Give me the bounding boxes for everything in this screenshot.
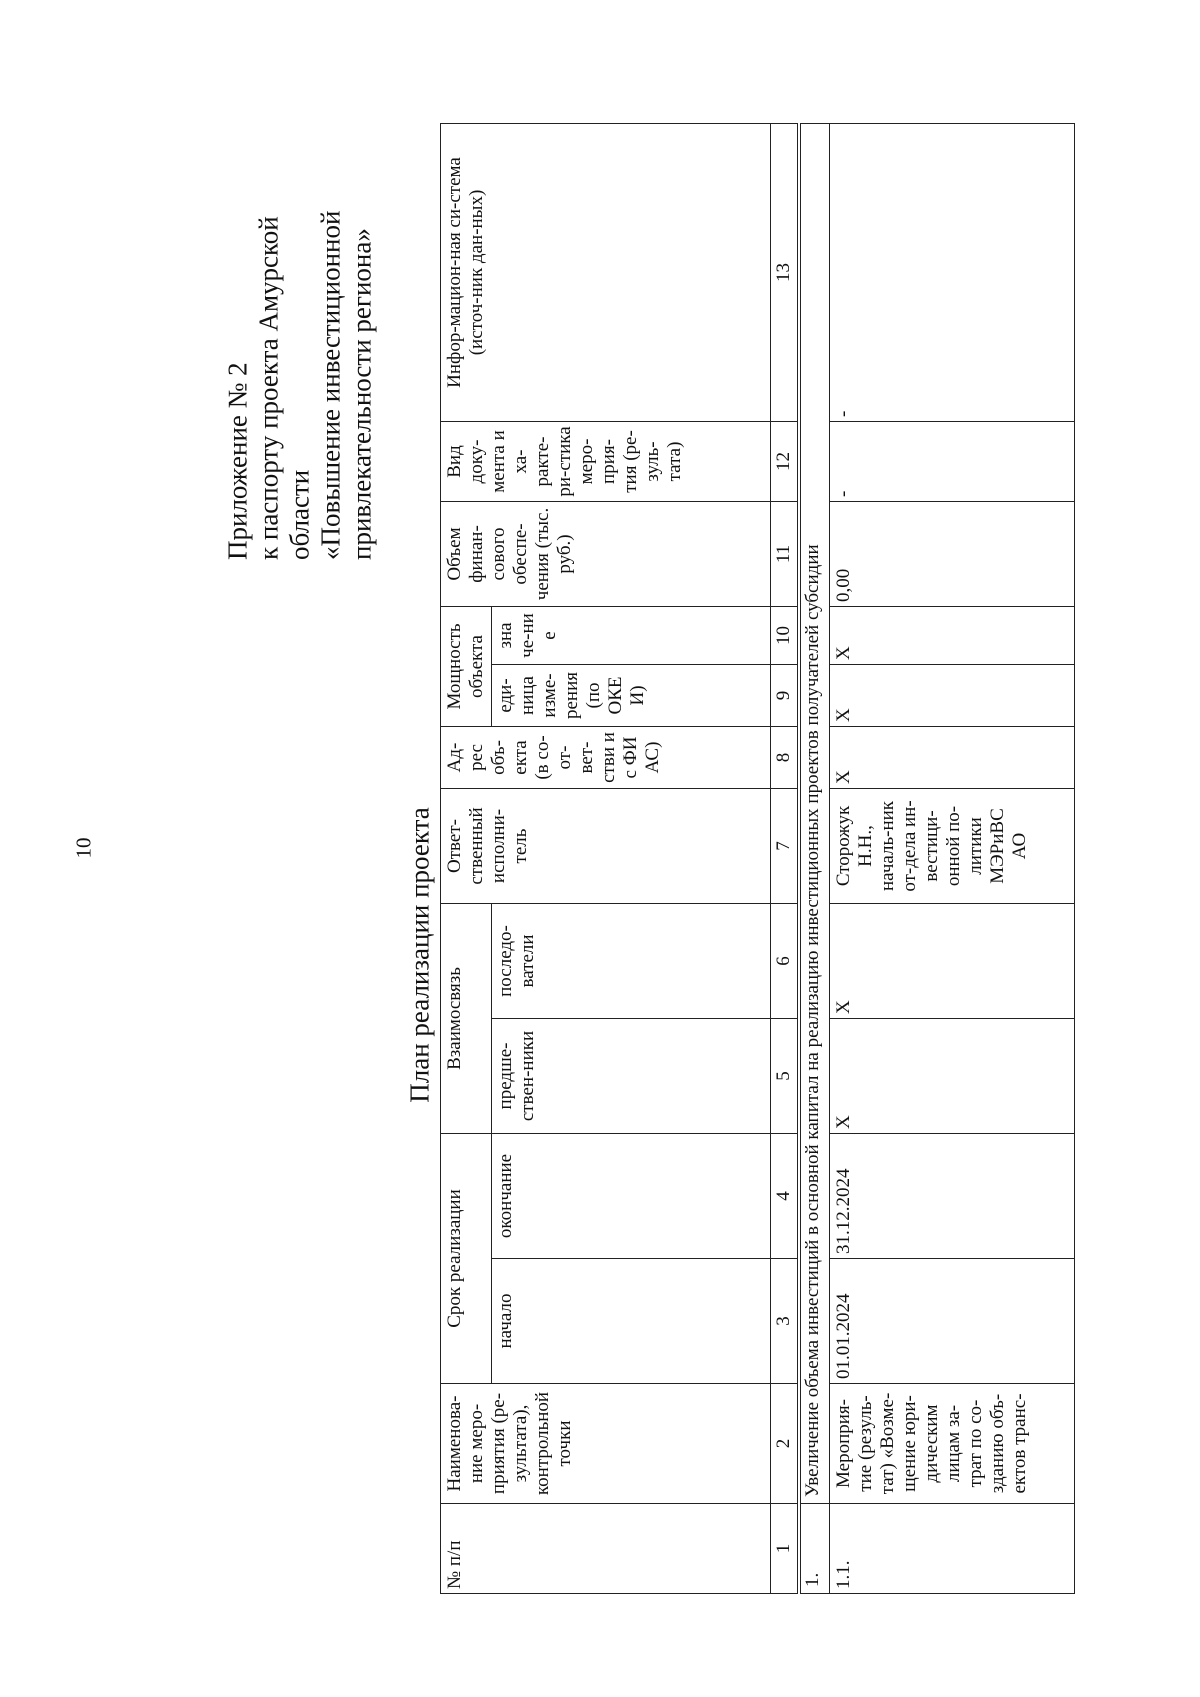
appendix-line: области [284, 469, 315, 560]
section-title: Увеличение объема инвестиций в основной капитал на реализацию инвестиционных проектов получателей субсидии [799, 123, 830, 1503]
row-responsible: Сторожук Н.Н., началь-ник от-дела ин-вестици-онной по-литики МЭРиВС АО [830, 788, 1075, 903]
header-cell-mosh: Мощность объекта [441, 606, 492, 726]
row-document: - [830, 421, 1075, 501]
header-cell-posl: последо-ватели [492, 903, 771, 1018]
row-successors: X [830, 903, 1075, 1018]
header-cell-pred: предше-ствен-ники [492, 1018, 771, 1133]
page-number: 10 [71, 837, 96, 859]
header-row [441, 123, 492, 1593]
plan-table-wrapper [440, 124, 1125, 1594]
plan-table [440, 123, 1075, 1594]
column-number: 5 [771, 1018, 800, 1133]
header-cell-addr: Ад-рес объ-екта (в со-от-вет-стви и с ФИ АС) [441, 726, 771, 788]
header-cell-vzaimo: Взаимосвязь [441, 903, 492, 1133]
header-cell-start: начало [492, 1259, 771, 1384]
section-number: 1. [799, 1504, 830, 1594]
row-number: 1.1. [830, 1504, 1075, 1594]
column-number: 10 [771, 606, 800, 664]
row-value: X [830, 606, 1075, 664]
column-number: 4 [771, 1133, 800, 1258]
row-unit: X [830, 664, 1075, 726]
appendix-line: «Повышение инвестиционной [315, 210, 346, 560]
column-number: 8 [771, 726, 800, 788]
row-info-system: - [830, 123, 1075, 421]
plan-title: План реализации проекта [404, 807, 435, 1103]
column-number: 7 [771, 788, 800, 903]
appendix-line: привлекательности региона» [346, 228, 377, 560]
column-number: 12 [771, 421, 800, 501]
appendix-header [223, 40, 378, 560]
header-cell-value: зна че-ни е [492, 606, 771, 664]
header-cell-unit: еди-ница изме-рения (по ОКЕ И) [492, 664, 771, 726]
column-number: 2 [771, 1384, 800, 1504]
appendix-line: Приложение № 2 [222, 362, 253, 560]
header-cell-srok: Срок реализации [441, 1133, 492, 1383]
row-start-date: 01.01.2024 [830, 1259, 1075, 1384]
column-number: 1 [771, 1504, 800, 1594]
appendix-line: к паспорту проекта Амурской [253, 216, 284, 560]
column-number: 9 [771, 664, 800, 726]
column-number: 6 [771, 903, 800, 1018]
header-cell-num: № п/п [441, 1504, 771, 1594]
header-cell-doc: Вид доку-мента и ха-ракте-ри-стика меро-прия-тия (ре-зуль-тата) [441, 421, 771, 501]
row-end-date: 31.12.2024 [830, 1133, 1075, 1258]
header-cell-info: Инфор-мацион-ная си-стема (источ-ник дан-ных) [441, 123, 771, 421]
row-financing: 0,00 [830, 501, 1075, 606]
row-address: X [830, 726, 1075, 788]
row-name: Мероприя-тие (резуль-тат) «Возме-щение юри-дическим лицам за-трат по со-зданию объ-ектов транс- [830, 1384, 1075, 1504]
header-cell-name: Наименова-ние меро-приятия (ре-зультата), контрольной точки [441, 1384, 771, 1504]
header-cell-fin: Объем финан-сового обеспе-чения (тыс. руб.) [441, 501, 771, 606]
header-cell-end: окончание [492, 1133, 771, 1258]
column-number: 13 [771, 123, 800, 421]
section-row [799, 123, 830, 1593]
column-number-row [771, 123, 800, 1593]
row-predecessors: X [830, 1018, 1075, 1133]
column-number: 3 [771, 1259, 800, 1384]
table-row [830, 123, 1075, 1593]
header-cell-otv: Ответ-ственный исполни-тель [441, 788, 771, 903]
column-number: 11 [771, 501, 800, 606]
